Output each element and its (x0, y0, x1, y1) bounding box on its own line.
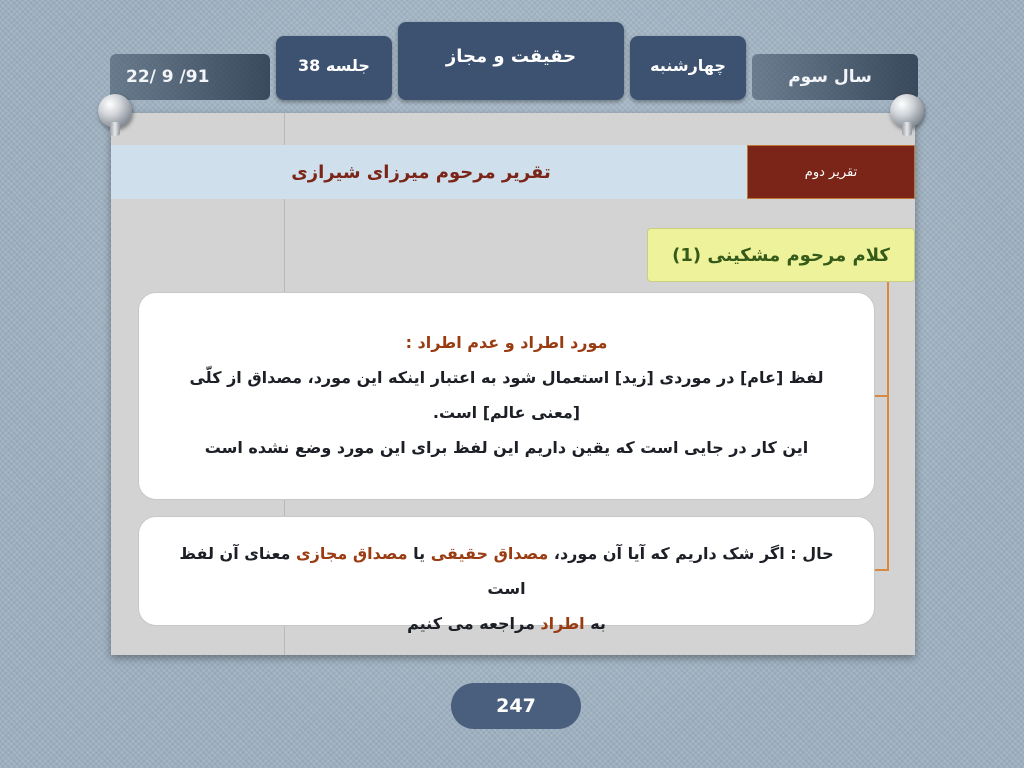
card-definition (138, 292, 875, 500)
session-label: جلسه 38 (298, 56, 370, 75)
card-text-2: این کار در جایی است که یقین داریم این لفظ برای این مورد وضع نشده است (204, 438, 809, 457)
bracket-line (887, 282, 889, 571)
session-tab (276, 36, 392, 100)
content-board (111, 113, 915, 655)
date-label: 22/ 9 /91 (126, 67, 210, 87)
bracket-tick-1 (873, 395, 889, 397)
slide-title: تقریر مرحوم میرزای شیرازی (291, 161, 551, 183)
section-label: کلام مرحوم مشکینی (1) (647, 228, 915, 282)
title-tag: تقریر دوم (747, 145, 915, 199)
pin-right-icon (890, 94, 924, 128)
highlight-itirad: اطراد (540, 614, 585, 633)
card-doubt-text (163, 536, 850, 606)
card-doubt (138, 516, 875, 633)
pin-left-icon (98, 94, 132, 128)
weekday-tab (630, 36, 746, 100)
title-band (111, 145, 915, 199)
card-heading: مورد اطراد و عدم اطراد : (405, 333, 608, 352)
page-number: 247 (451, 683, 581, 729)
bracket-tick-2 (873, 569, 889, 571)
doubt-text-part4: به (584, 614, 606, 633)
card-doubt-text-2 (163, 606, 850, 641)
doubt-text-part1: حال : اگر شک داریم که آیا آن مورد، (548, 544, 834, 563)
year-strip (752, 54, 918, 100)
doubt-text-part3: معنای آن لفظ است (179, 544, 526, 598)
topic-tab (398, 22, 624, 100)
card-text-1: لفظ [عام] در موردی [زید] استعمال شود به اعتبار اینکه این مورد، مصداق از کلّی [معنی عالم] است. (189, 368, 824, 422)
weekday-label: چهارشنبه (650, 56, 726, 75)
doubt-text-part2: یا (407, 544, 431, 563)
doubt-text-part5: مراجعه می کنیم (407, 614, 541, 633)
topic-label: حقیقت و مجاز (445, 46, 577, 67)
highlight-figurative-instance: مصداق مجازی (295, 544, 408, 563)
highlight-real-instance: مصداق حقیقی (430, 544, 549, 563)
year-label: سال سوم (788, 67, 872, 87)
date-strip (110, 54, 270, 100)
